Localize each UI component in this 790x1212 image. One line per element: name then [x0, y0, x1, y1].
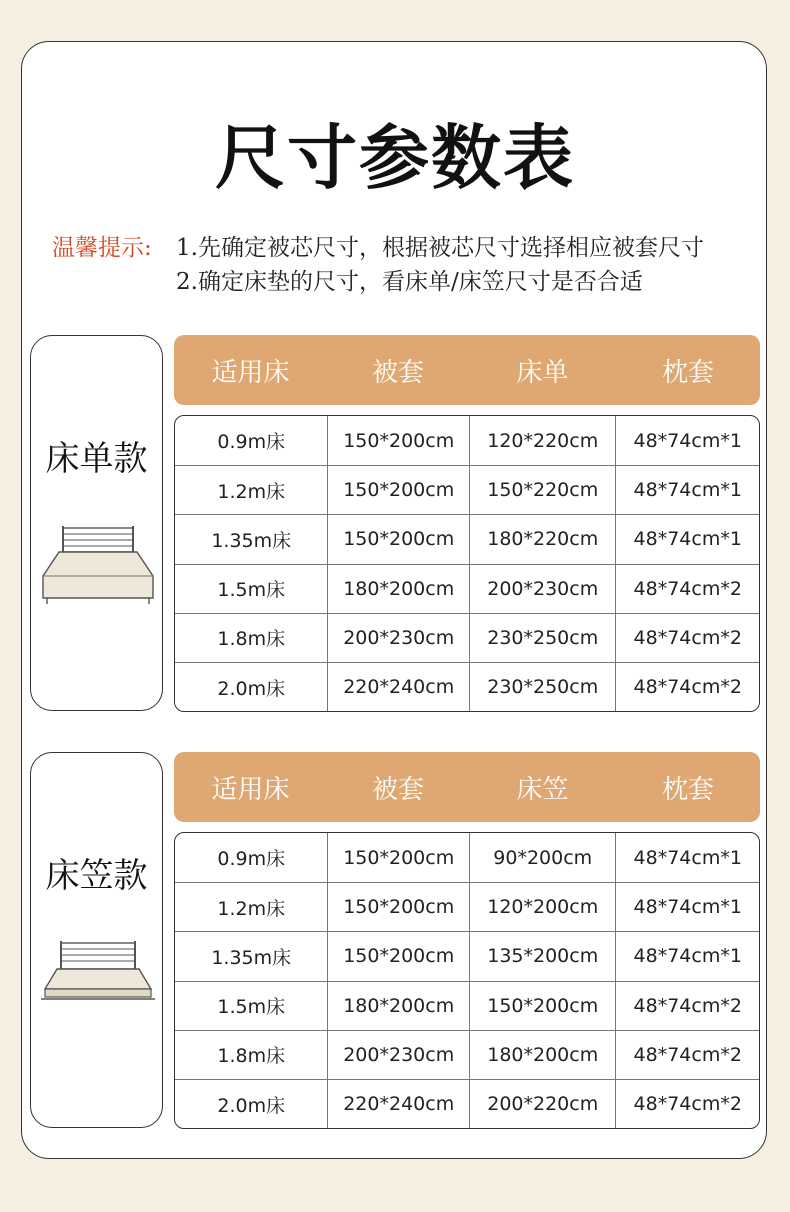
size-table-fitted	[174, 832, 760, 1129]
table-cell: 2.0m床	[217, 677, 286, 700]
table-cell: 200*230cm	[327, 1031, 469, 1079]
tip-line-1: 1.先确定被芯尺寸，根据被芯尺寸选择相应被套尺寸	[176, 235, 704, 261]
tip-line-2: 2.确定床垫的尺寸，看床单/床笠尺寸是否合适	[176, 269, 643, 295]
table-cell: 120*220cm	[469, 416, 616, 465]
table-row	[175, 514, 759, 563]
header-duvet: 被套	[371, 357, 424, 388]
table-cell: 135*200cm	[469, 932, 616, 980]
table-cell: 48*74cm*1	[615, 833, 759, 882]
section-label: 床单款	[45, 439, 148, 479]
table-row	[175, 465, 759, 514]
table-row	[175, 1079, 759, 1128]
tip-label: 温馨提示:	[52, 235, 152, 261]
table-cell: 1.35m床	[211, 529, 292, 552]
table-cell: 48*74cm*1	[615, 416, 759, 465]
table-row	[175, 613, 759, 662]
table-cell: 150*200cm	[327, 932, 469, 980]
table-cell: 48*74cm*1	[615, 932, 759, 980]
page-title: 尺寸参数表	[215, 116, 575, 199]
header-sheet: 床单	[516, 357, 569, 388]
table-cell: 90*200cm	[469, 833, 616, 882]
table-cell: 48*74cm*2	[615, 1080, 759, 1128]
table-row	[175, 416, 759, 465]
table-cell: 48*74cm*2	[615, 663, 759, 711]
table-cell: 180*220cm	[469, 515, 616, 563]
table-cell: 180*200cm	[469, 1031, 616, 1079]
table-cell: 230*250cm	[469, 614, 616, 662]
table-cell: 48*74cm*2	[615, 565, 759, 613]
table-row	[175, 833, 759, 882]
size-table-sheet	[174, 415, 760, 712]
table-cell: 1.5m床	[217, 996, 286, 1019]
table-cell: 180*200cm	[327, 565, 469, 613]
table-cell: 1.8m床	[217, 628, 286, 651]
table-cell: 48*74cm*2	[615, 1031, 759, 1079]
table-cell: 1.2m床	[217, 897, 286, 920]
table-cell: 1.35m床	[211, 946, 292, 969]
header-bed: 适用床	[211, 774, 290, 805]
fitted-sheet-bed-icon	[39, 933, 157, 1013]
section-label: 床笠款	[45, 856, 148, 896]
table-cell: 200*220cm	[469, 1080, 616, 1128]
table-cell: 48*74cm*2	[615, 982, 759, 1030]
table-cell: 150*220cm	[469, 466, 616, 514]
table-cell: 220*240cm	[327, 1080, 469, 1128]
header-pillowcase: 枕套	[661, 357, 714, 388]
flat-sheet-bed-icon	[39, 516, 157, 606]
table-row	[175, 564, 759, 613]
table-header-fitted	[174, 752, 760, 822]
table-cell: 1.5m床	[217, 579, 286, 602]
table-cell: 48*74cm*1	[615, 515, 759, 563]
table-cell: 220*240cm	[327, 663, 469, 711]
table-cell: 150*200cm	[327, 466, 469, 514]
table-cell: 150*200cm	[327, 515, 469, 563]
table-cell: 1.2m床	[217, 480, 286, 503]
table-row	[175, 981, 759, 1030]
table-cell: 0.9m床	[217, 848, 286, 871]
table-cell: 2.0m床	[217, 1094, 286, 1117]
table-cell: 200*230cm	[469, 565, 616, 613]
table-row	[175, 1030, 759, 1079]
table-cell: 230*250cm	[469, 663, 616, 711]
header-bed: 适用床	[211, 357, 290, 388]
table-cell: 150*200cm	[327, 883, 469, 931]
table-cell: 1.8m床	[217, 1045, 286, 1068]
table-row	[175, 931, 759, 980]
table-cell: 120*200cm	[469, 883, 616, 931]
table-cell: 48*74cm*1	[615, 883, 759, 931]
table-cell: 48*74cm*2	[615, 614, 759, 662]
table-cell: 200*230cm	[327, 614, 469, 662]
header-fitted-sheet: 床笠	[516, 774, 569, 805]
table-cell: 150*200cm	[469, 982, 616, 1030]
table-cell: 150*200cm	[327, 416, 469, 465]
table-cell: 48*74cm*1	[615, 466, 759, 514]
table-cell: 180*200cm	[327, 982, 469, 1030]
section-label-box-sheet	[30, 335, 163, 711]
table-header-sheet	[174, 335, 760, 405]
section-label-box-fitted	[30, 752, 163, 1128]
table-cell: 150*200cm	[327, 833, 469, 882]
table-row	[175, 882, 759, 931]
header-pillowcase: 枕套	[661, 774, 714, 805]
table-cell: 0.9m床	[217, 431, 286, 454]
header-duvet: 被套	[371, 774, 424, 805]
table-row	[175, 662, 759, 711]
